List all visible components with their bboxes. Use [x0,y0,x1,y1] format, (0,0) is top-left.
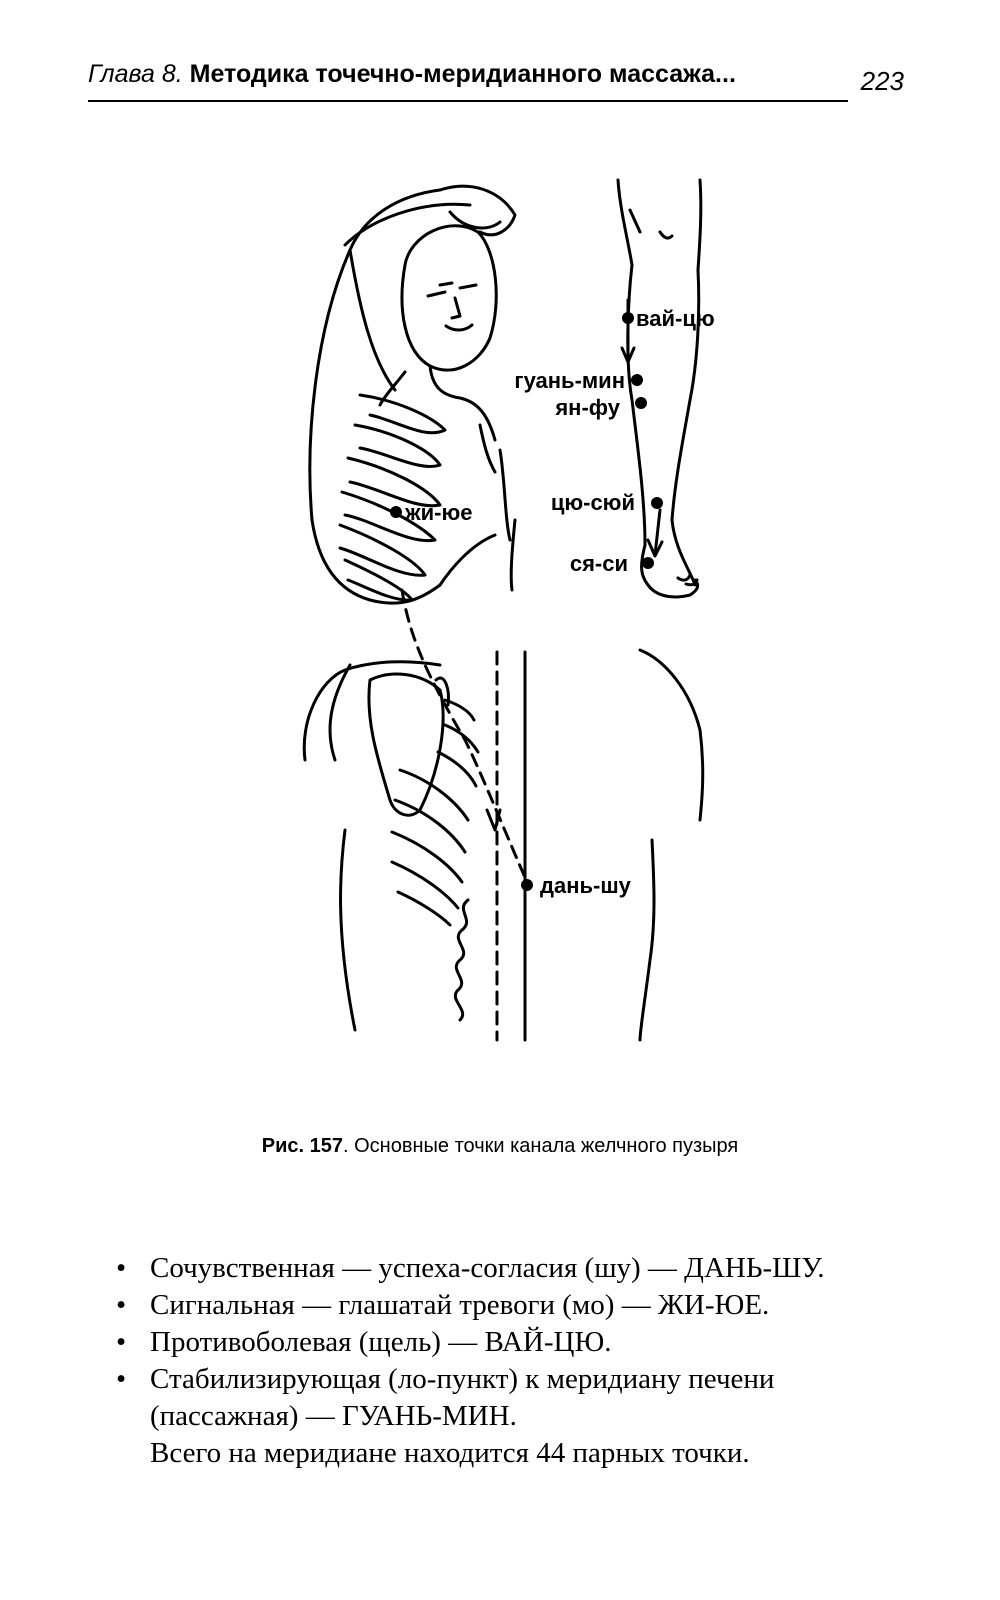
list-item: • Сочувственная — успеха-согласия (шу) — ДАНЬ-ШУ. [110,1250,910,1287]
point-list [110,1250,910,1435]
label-tsyu-syui: цю-сюй [550,490,635,515]
list-item: • Стабилизирующая (ло-пункт) к меридиану печени (пассажная) — ГУАНЬ-МИН. [110,1361,910,1435]
chapter-label: Глава 8. [88,60,183,88]
list-item: • Сигнальная — глашатай тревоги (мо) — ЖИ-ЮЕ. [110,1287,910,1324]
point-zhi-yue [390,506,402,518]
point-sya-si [642,557,654,569]
total-points-note: Всего на меридиане находится 44 парных точки. [150,1437,750,1469]
point-dan-shu [521,879,533,891]
label-zhi-yue: жи-юе [405,500,473,525]
torso-front-drawing [310,186,515,603]
point-guan-min [631,374,643,386]
header-rule [88,100,848,102]
torso-back-drawing [304,650,703,1040]
label-yan-fu: ян-фу [555,395,620,420]
meridian-figure [0,120,1000,1100]
point-yan-fu [635,397,647,409]
chapter-title: Методика точечно-меридианного массажа... [189,60,736,88]
arrow-head-back [487,810,500,830]
point-list-section [110,1250,910,1472]
point-tsyu-syui [651,497,663,509]
caption-number: Рис. 157 [261,1135,344,1157]
leg-drawing [618,180,701,597]
figure-caption [0,1135,1000,1158]
point-vai-tsyu [622,312,634,324]
label-vai-tsyu: вай-цю [636,306,715,331]
list-item: • Противоболевая (щель) — ВАЙ-ЦЮ. [110,1324,910,1361]
page-number: 223 [860,66,904,96]
label-dan-shu: дань-шу [540,873,631,898]
label-sya-si: ся-си [569,551,628,576]
caption-text: . Основные точки канала желчного пузыря [343,1135,739,1157]
figure-illustration [0,120,1000,1100]
label-guan-min: гуань-мин [514,368,625,393]
